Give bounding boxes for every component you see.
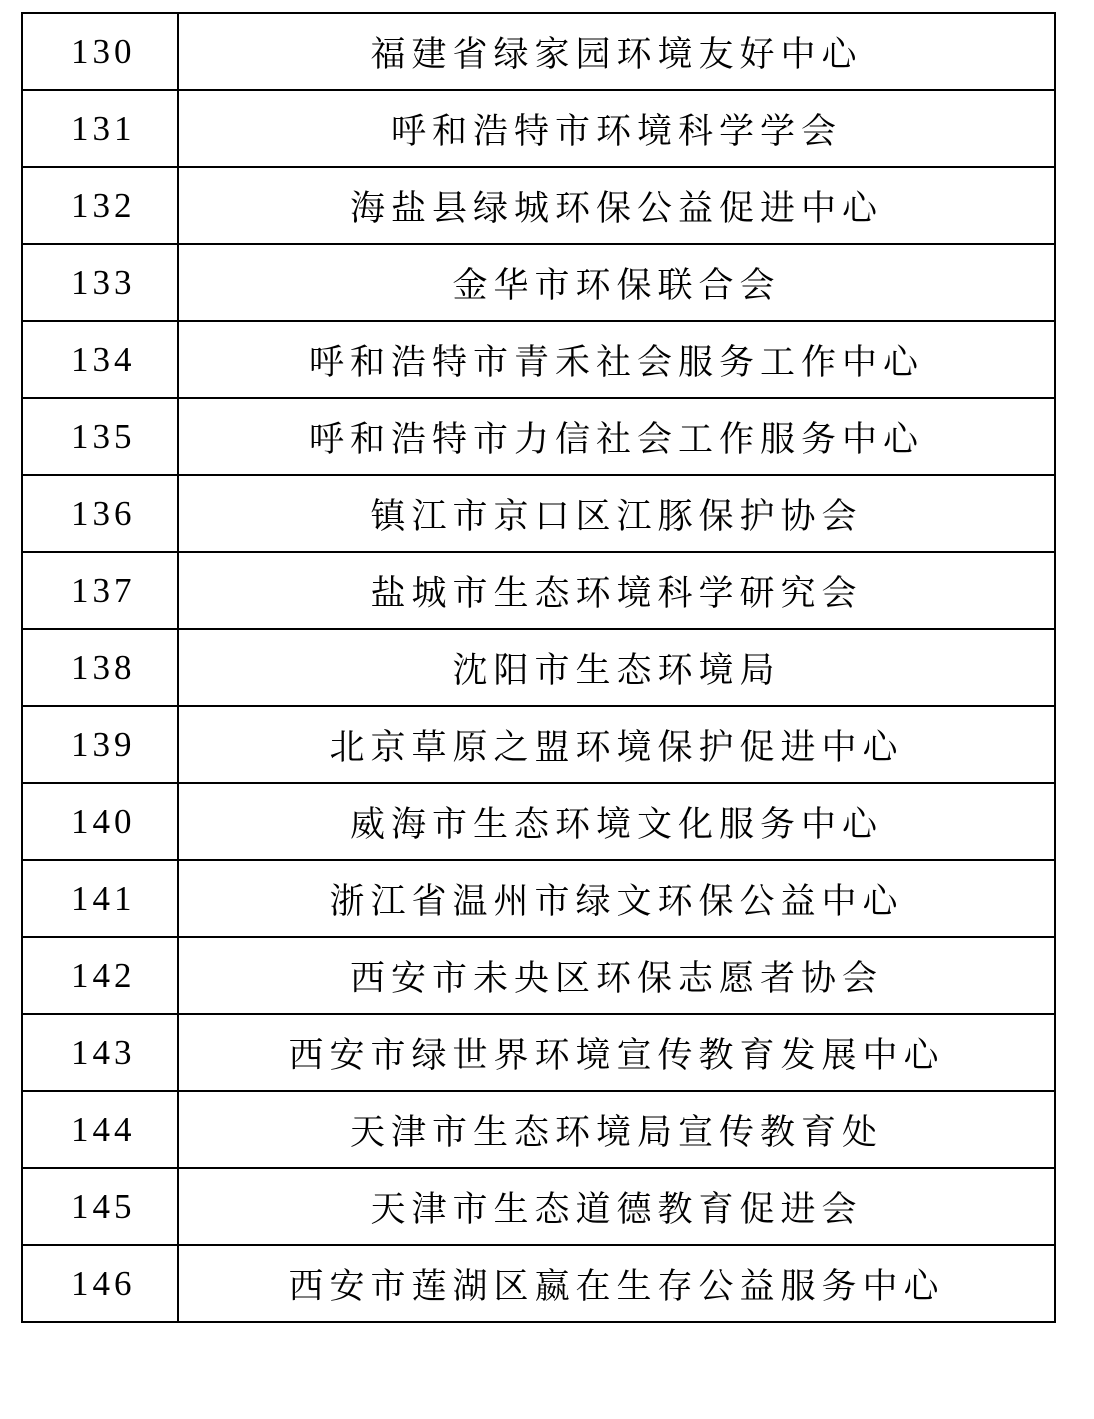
- table-row: [22, 244, 1055, 321]
- table-row: [22, 552, 1055, 629]
- organization-name: 呼和浩特市环境科学学会: [178, 90, 1055, 167]
- row-number: 138: [22, 629, 178, 706]
- table-row: [22, 629, 1055, 706]
- row-number: 137: [22, 552, 178, 629]
- table-row: [22, 475, 1055, 552]
- table-row: [22, 398, 1055, 475]
- row-number: 146: [22, 1245, 178, 1322]
- row-number: 144: [22, 1091, 178, 1168]
- row-number: 135: [22, 398, 178, 475]
- row-number: 143: [22, 1014, 178, 1091]
- row-number: 141: [22, 860, 178, 937]
- organization-name: 盐城市生态环境科学研究会: [178, 552, 1055, 629]
- row-number: 130: [22, 13, 178, 90]
- table-row: [22, 1091, 1055, 1168]
- table-row: [22, 1168, 1055, 1245]
- table-row: [22, 1014, 1055, 1091]
- organization-name: 天津市生态环境局宣传教育处: [178, 1091, 1055, 1168]
- organization-name: 呼和浩特市青禾社会服务工作中心: [178, 321, 1055, 398]
- row-number: 139: [22, 706, 178, 783]
- organization-name: 沈阳市生态环境局: [178, 629, 1055, 706]
- table-row: [22, 1245, 1055, 1322]
- table-row: [22, 90, 1055, 167]
- table-row: [22, 783, 1055, 860]
- organization-name: 福建省绿家园环境友好中心: [178, 13, 1055, 90]
- table-row: [22, 13, 1055, 90]
- organization-table-body: [22, 13, 1055, 1322]
- organization-name: 浙江省温州市绿文环保公益中心: [178, 860, 1055, 937]
- row-number: 134: [22, 321, 178, 398]
- organization-name: 天津市生态道德教育促进会: [178, 1168, 1055, 1245]
- row-number: 145: [22, 1168, 178, 1245]
- organization-name: 威海市生态环境文化服务中心: [178, 783, 1055, 860]
- organization-name: 西安市绿世界环境宣传教育发展中心: [178, 1014, 1055, 1091]
- row-number: 133: [22, 244, 178, 321]
- row-number: 142: [22, 937, 178, 1014]
- table-row: [22, 167, 1055, 244]
- table-row: [22, 706, 1055, 783]
- row-number: 140: [22, 783, 178, 860]
- organization-table: [21, 12, 1056, 1323]
- table-row: [22, 937, 1055, 1014]
- organization-name: 呼和浩特市力信社会工作服务中心: [178, 398, 1055, 475]
- table-row: [22, 321, 1055, 398]
- organization-name: 北京草原之盟环境保护促进中心: [178, 706, 1055, 783]
- organization-name: 西安市莲湖区嬴在生存公益服务中心: [178, 1245, 1055, 1322]
- row-number: 131: [22, 90, 178, 167]
- organization-name: 海盐县绿城环保公益促进中心: [178, 167, 1055, 244]
- organization-name: 西安市未央区环保志愿者协会: [178, 937, 1055, 1014]
- row-number: 132: [22, 167, 178, 244]
- organization-name: 金华市环保联合会: [178, 244, 1055, 321]
- organization-name: 镇江市京口区江豚保护协会: [178, 475, 1055, 552]
- row-number: 136: [22, 475, 178, 552]
- table-row: [22, 860, 1055, 937]
